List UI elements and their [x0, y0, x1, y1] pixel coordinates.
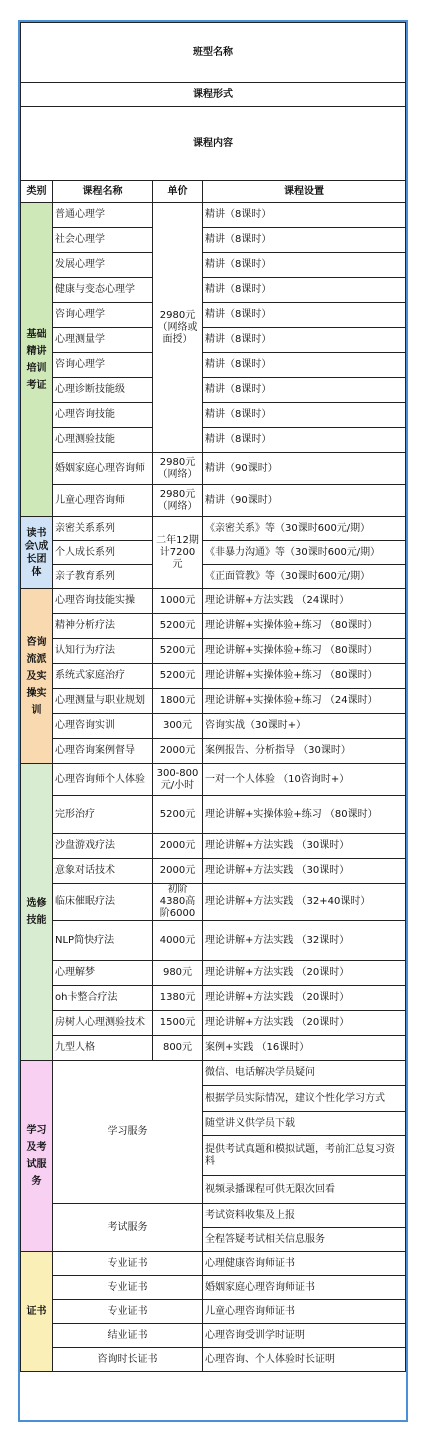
course-price: 300元 [153, 714, 203, 739]
course-name: 心理咨询技能实操 [53, 589, 153, 614]
course-name: 认知行为疗法 [53, 639, 153, 664]
course-price: 2000元 [153, 859, 203, 884]
course-price: 1500元 [153, 1011, 203, 1036]
course-name: 婚姻家庭心理咨询师 [53, 453, 153, 485]
course-name: 九型人格 [53, 1036, 153, 1061]
course-setting: 精讲（90课时） [203, 485, 406, 517]
class-type-title: 班型名称 [21, 23, 406, 83]
course-setting: 《正面管教》等（30课时600元/期） [203, 565, 406, 589]
course-setting: 精讲（8课时） [203, 253, 406, 278]
course-setting: 案例+实践 （16课时） [203, 1036, 406, 1061]
category-reading: 读书会\成长团体 [21, 517, 53, 589]
course-price: 4000元 [153, 921, 203, 961]
cert-name: 咨询时长证书 [53, 1348, 203, 1372]
course-setting: 精讲（8课时） [203, 403, 406, 428]
course-setting: 精讲（8课时） [203, 378, 406, 403]
course-setting: 理论讲解+方法实践 （30课时） [203, 834, 406, 859]
course-price: 5200元 [153, 639, 203, 664]
course-name: 发展心理学 [53, 253, 153, 278]
course-name: 沙盘游戏疗法 [53, 834, 153, 859]
cert-name: 专业证书 [53, 1252, 203, 1276]
category-service: 学习及考试服务 [21, 1061, 53, 1252]
col-header-setting: 课程设置 [203, 181, 406, 203]
course-name: 心理解梦 [53, 961, 153, 986]
course-setting: 精讲（8课时） [203, 228, 406, 253]
course-price: 5200元 [153, 796, 203, 834]
course-name: 咨询心理学 [53, 353, 153, 378]
course-setting: 理论讲解+方法实践 （20课时） [203, 961, 406, 986]
course-price: 800元 [153, 1036, 203, 1061]
service-item: 提供考试真题和模拟试题，考前汇总复习资料 [203, 1136, 406, 1176]
category-cert: 证书 [21, 1252, 53, 1372]
course-setting: 一对一个人体验 （10咨询时+） [203, 764, 406, 796]
course-name: 心理咨询技能 [53, 403, 153, 428]
exam-service-label: 考试服务 [53, 1204, 203, 1252]
course-name: 心理咨询案例督导 [53, 739, 153, 764]
category-elective: 选修技能 [21, 764, 53, 1061]
course-setting: 精讲（8课时） [203, 278, 406, 303]
col-header-course-name: 课程名称 [53, 181, 153, 203]
course-setting: 理论讲解+方法实践 （20课时） [203, 986, 406, 1011]
course-name: 咨询心理学 [53, 303, 153, 328]
service-item: 全程答疑考试相关信息服务 [203, 1228, 406, 1252]
course-name: 意象对话技术 [53, 859, 153, 884]
course-setting: 案例报告、分析指导 （30课时） [203, 739, 406, 764]
study-service-label: 学习服务 [53, 1061, 203, 1204]
course-name: 临床催眠疗法 [53, 884, 153, 921]
course-content-title: 课程内容 [21, 107, 406, 181]
service-item: 微信、电话解决学员疑问 [203, 1061, 406, 1086]
course-name: 社会心理学 [53, 228, 153, 253]
course-name: 心理咨询师个人体验 [53, 764, 153, 796]
cert-setting: 婚姻家庭心理咨询师证书 [203, 1276, 406, 1300]
course-name: 儿童心理咨询师 [53, 485, 153, 517]
course-setting: 理论讲解+实操体验+练习 （24课时） [203, 689, 406, 714]
course-setting: 精讲（8课时） [203, 203, 406, 228]
course-setting: 理论讲解+实操体验+练习 （80课时） [203, 614, 406, 639]
course-setting: 《非暴力沟通》等（30课时600元/期） [203, 541, 406, 565]
course-name: 精神分析疗法 [53, 614, 153, 639]
course-setting: 理论讲解+实操体验+练习 （80课时） [203, 639, 406, 664]
cert-setting: 心理咨询受训学时证明 [203, 1324, 406, 1348]
course-price: 5200元 [153, 664, 203, 689]
course-price: 980元 [153, 961, 203, 986]
cert-setting: 心理健康咨询师证书 [203, 1252, 406, 1276]
course-setting: 理论讲解+实操体验+练习 （80课时） [203, 664, 406, 689]
service-item: 随堂讲义供学员下载 [203, 1112, 406, 1136]
course-name: 亲子教育系列 [53, 565, 153, 589]
service-item: 视频录播课程可供无限次回看 [203, 1176, 406, 1204]
category-basic: 基础精讲培训考证 [21, 203, 53, 517]
service-item: 考试资料收集及上报 [203, 1204, 406, 1228]
course-setting: 精讲（8课时） [203, 328, 406, 353]
course-setting: 《亲密关系》等（30课时600元/期） [203, 517, 406, 541]
course-name: 系统式家庭治疗 [53, 664, 153, 689]
course-format-title: 课程形式 [21, 83, 406, 107]
cert-name: 专业证书 [53, 1300, 203, 1324]
course-name: 心理测验技能 [53, 428, 153, 453]
course-name: 房树人心理测验技术 [53, 1011, 153, 1036]
course-setting: 精讲（90课时） [203, 453, 406, 485]
course-price: 1000元 [153, 589, 203, 614]
course-price: 2980元（网络） [153, 485, 203, 517]
course-price: 2000元 [153, 834, 203, 859]
course-setting: 精讲（8课时） [203, 428, 406, 453]
cert-name: 专业证书 [53, 1276, 203, 1300]
shared-price-reading: 二年12期计7200元 [153, 517, 203, 589]
course-price: 300-800元/小时 [153, 764, 203, 796]
course-setting: 理论讲解+方法实践 （20课时） [203, 1011, 406, 1036]
col-header-category: 类别 [21, 181, 53, 203]
course-name: 普通心理学 [53, 203, 153, 228]
course-price: 5200元 [153, 614, 203, 639]
shared-price-basic: 2980元（网络或面授） [153, 203, 203, 453]
course-name: 健康与变态心理学 [53, 278, 153, 303]
course-name: NLP简快疗法 [53, 921, 153, 961]
course-price: 初阶4380高阶6000 [153, 884, 203, 921]
course-price: 2000元 [153, 739, 203, 764]
course-name: 心理测量与职业规划 [53, 689, 153, 714]
service-item: 根据学员实际情况，建议个性化学习方式 [203, 1086, 406, 1112]
cert-setting: 心理咨询、个人体验时长证明 [203, 1348, 406, 1372]
course-setting: 咨询实战（30课时+） [203, 714, 406, 739]
course-setting: 精讲（8课时） [203, 303, 406, 328]
course-name: oh卡整合疗法 [53, 986, 153, 1011]
course-setting: 理论讲解+方法实践 （24课时） [203, 589, 406, 614]
course-table [20, 22, 406, 1372]
course-name: 心理测量学 [53, 328, 153, 353]
course-setting: 理论讲解+方法实践 （30课时） [203, 859, 406, 884]
course-setting: 精讲（8课时） [203, 353, 406, 378]
category-schools: 咨询流派及实操实训 [21, 589, 53, 764]
col-header-price: 单价 [153, 181, 203, 203]
course-name: 心理诊断技能级 [53, 378, 153, 403]
course-setting: 理论讲解+方法实践 （32课时） [203, 921, 406, 961]
cert-name: 结业证书 [53, 1324, 203, 1348]
course-table-frame [18, 20, 408, 1422]
course-name: 个人成长系列 [53, 541, 153, 565]
course-setting: 理论讲解+方法实践 （32+40课时） [203, 884, 406, 921]
cert-setting: 儿童心理咨询师证书 [203, 1300, 406, 1324]
course-name: 心理咨询实训 [53, 714, 153, 739]
course-price: 2980元（网络） [153, 453, 203, 485]
course-price: 1800元 [153, 689, 203, 714]
course-price: 1380元 [153, 986, 203, 1011]
course-name: 亲密关系系列 [53, 517, 153, 541]
course-name: 完形治疗 [53, 796, 153, 834]
course-setting: 理论讲解+实操体验+练习 （80课时） [203, 796, 406, 834]
